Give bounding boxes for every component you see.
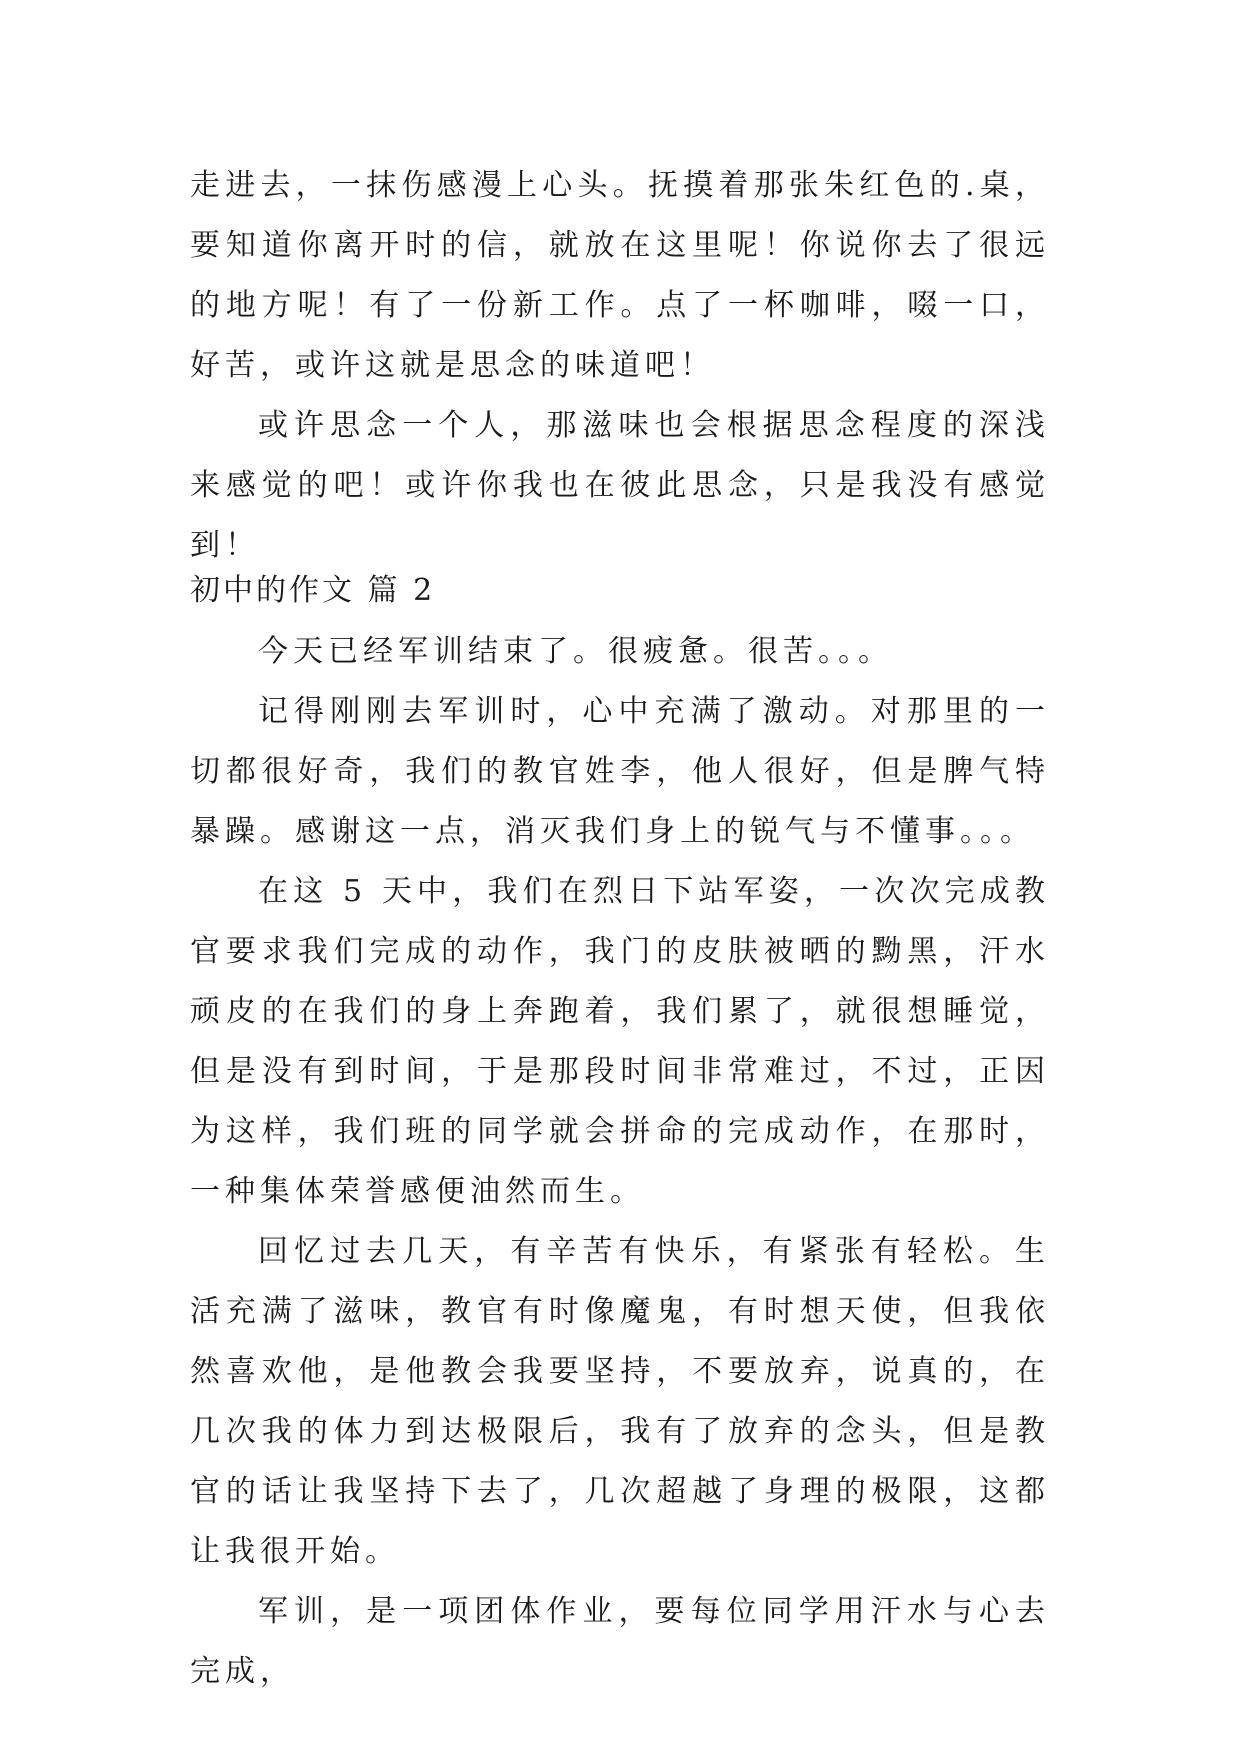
body-paragraph: 走进去，一抹伤感漫上心头。抚摸着那张朱红色的.桌，要知道你离开时的信，就放在这里呢！你说你去了很远的地方呢！有了一份新工作。点了一杯咖啡，啜一口，好苦，或许这就是思念的味道吧！ — [190, 168, 1050, 383]
body-paragraph: 军训，是一项团体作业，要每位同学用汗水与心去完成， — [190, 1594, 1050, 1689]
body-paragraph: 在这 5 天中，我们在烈日下站军姿，一次次完成教官要求我们完成的动作，我门的皮肤被晒的黝黑，汗水顽皮的在我们的身上奔跑着，我们累了，就很想睡觉，但是没有到时间，于是那段时间非常难过，不过，正因为这样，我们班的同学就会拼命的完成动作，在那时，一种集体荣誉感便油然而生。 — [190, 874, 1050, 1209]
previous-essay-continuation — [190, 156, 1050, 576]
section-heading: 初中的作文 篇 2 — [190, 573, 436, 608]
essay-section-2 — [190, 562, 1050, 1702]
body-paragraph: 或许思念一个人，那滋味也会根据思念程度的深浅来感觉的吧！或许你我也在彼此思念，只是我没有感觉到！ — [190, 408, 1050, 563]
body-paragraph: 回忆过去几天，有辛苦有快乐，有紧张有轻松。生活充满了滋味，教官有时像魔鬼，有时想天使，但我依然喜欢他，是他教会我要坚持，不要放弃，说真的，在几次我的体力到达极限后，我有了放弃的念头，但是教官的话让我坚持下去了，几次超越了身理的极限，这都让我很开始。 — [190, 1234, 1050, 1569]
body-paragraph: 记得刚刚去军训时，心中充满了激动。对那里的一切都很好奇，我们的教官姓李，他人很好，但是脾气特暴躁。感谢这一点，消灭我们身上的锐气与不懂事。。。 — [190, 694, 1050, 849]
body-paragraph: 今天已经军训结束了。很疲惫。很苦。。。 — [258, 634, 893, 669]
